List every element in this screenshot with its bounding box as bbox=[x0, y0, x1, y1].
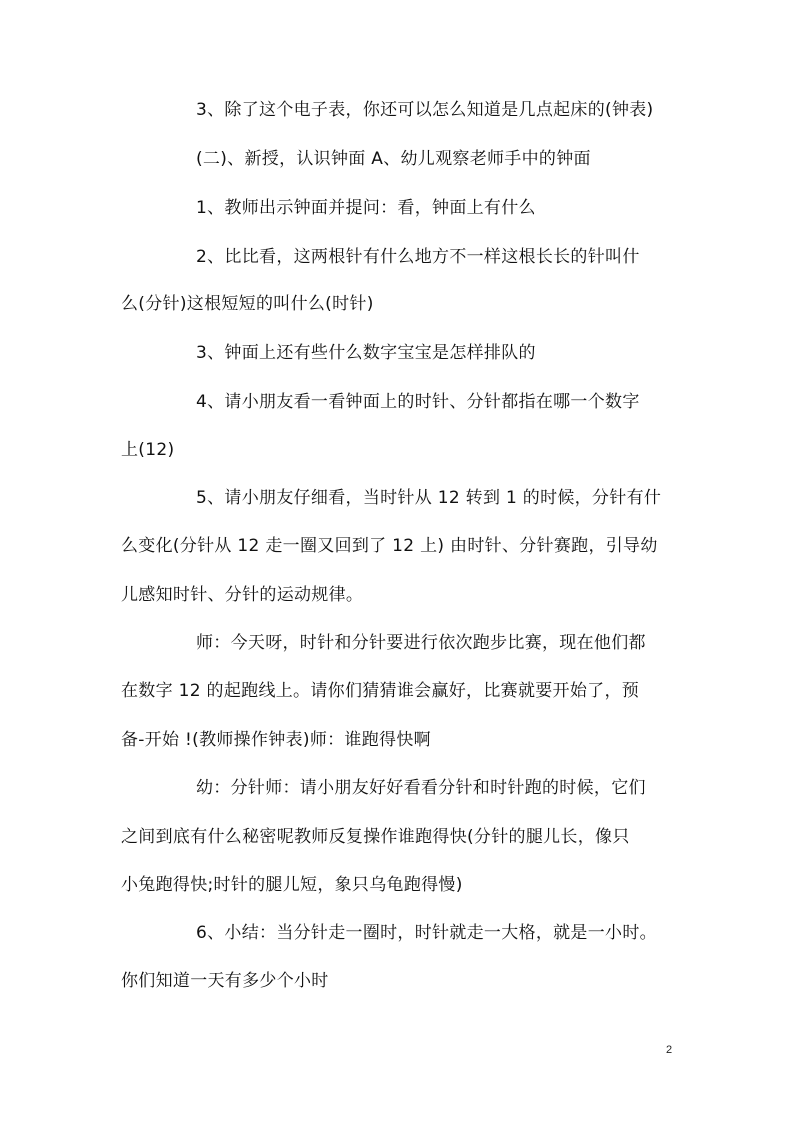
paragraph-line: (二)、新授，认识钟面 A、幼儿观察老师手中的钟面 bbox=[196, 149, 591, 169]
page-number: 2 bbox=[666, 1044, 673, 1056]
paragraph-line: 1、教师出示钟面并提问：看，钟面上有什么 bbox=[196, 198, 536, 218]
paragraph-line: 在数字 12 的起跑线上。请你们猜猜谁会赢好，比赛就要开始了，预 bbox=[121, 681, 640, 701]
paragraph-line: 之间到底有什么秘密呢教师反复操作谁跑得快(分针的腿儿长，像只 bbox=[121, 827, 630, 847]
paragraph-line: 备-开始 !(教师操作钟表)师：谁跑得快啊 bbox=[121, 730, 431, 750]
paragraph-line: 6、小结：当分针走一圈时，时针就走一大格，就是一小时。 bbox=[196, 923, 657, 943]
paragraph-line: 你们知道一天有多少个小时 bbox=[121, 971, 329, 991]
paragraph-line: 4、请小朋友看一看钟面上的时针、分针都指在哪一个数字 bbox=[196, 392, 640, 412]
paragraph-line: 3、除了这个电子表，你还可以怎么知道是几点起床的(钟表) bbox=[196, 100, 654, 120]
paragraph-line: 5、请小朋友仔细看，当时针从 12 转到 1 的时候，分针有什 bbox=[196, 488, 662, 508]
paragraph-line: 3、钟面上还有些什么数字宝宝是怎样排队的 bbox=[196, 343, 536, 363]
paragraph-line: 2、比比看，这两根针有什么地方不一样这根长长的针叫什 bbox=[196, 247, 640, 267]
paragraph-line: 上(12) bbox=[121, 440, 175, 460]
paragraph-line: 么变化(分针从 12 走一圈又回到了 12 上) 由时针、分针赛跑，引导幼 bbox=[121, 536, 658, 556]
paragraph-line: 幼：分针师：请小朋友好好看看分针和时针跑的时候，它们 bbox=[196, 778, 646, 798]
paragraph-line: 儿感知时针、分针的运动规律。 bbox=[121, 585, 364, 605]
paragraph-line: 小兔跑得快;时针的腿儿短，象只乌龟跑得慢) bbox=[121, 875, 463, 895]
paragraph-line: 么(分针)这根短短的叫什么(时针) bbox=[121, 294, 374, 314]
paragraph-line: 师：今天呀，时针和分针要进行依次跑步比赛，现在他们都 bbox=[196, 633, 646, 653]
